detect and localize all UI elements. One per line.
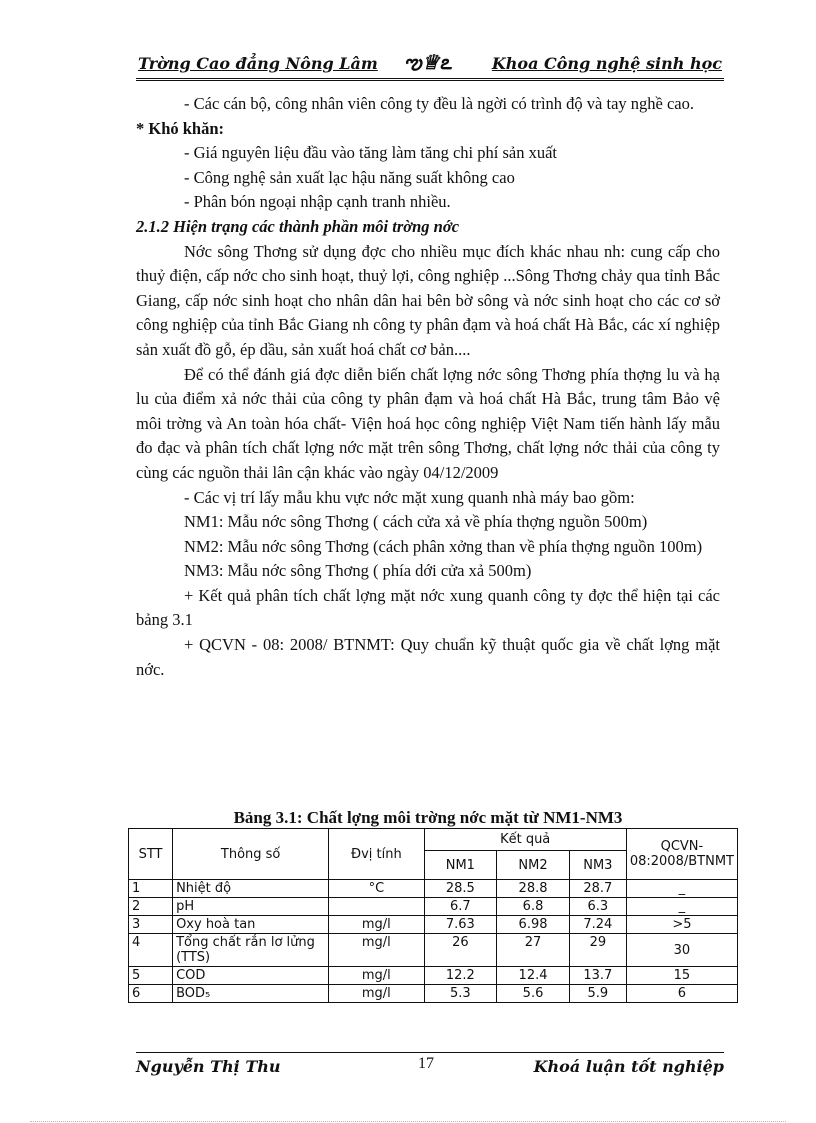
sample-nm3: NM3: Mẫu nớc sông Thơng ( phía dới cửa xả 500m) [184,561,532,581]
difficulty-item: - Phân bón ngoại nhập cạnh tranh nhiều. [184,192,451,212]
sample-nm2: NM2: Mẫu nớc sông Thơng (cách phân xởng than về phía thợng nguồn 100m) [184,536,703,556]
difficulty-item: - Giá nguyên liệu đầu vào tăng làm tăng chi phí sản xuất [184,143,557,163]
table-row: 3 Oxy hoà tan mg/l 7.63 6.98 7.24 >5 [129,916,738,934]
footer-thesis: Khoá luận tốt nghiệp [533,1057,724,1076]
header-parameter: Thông số [173,829,329,880]
section-heading: 2.1.2 Hiện trạng các thành phần môi trờng nớc [136,216,460,236]
footer-author: Nguyễn Thị Thu [136,1057,281,1076]
document-body [136,92,720,682]
table-row: 6 BOD₅ mg/l 5.3 5.6 5.9 6 [129,985,738,1003]
header-logo-icon: ఌ♕ఽ [404,50,452,74]
difficulty-item: - Công nghệ sản xuất lạc hậu năng suất không cao [184,167,515,187]
header-nm1: NM1 [424,851,497,880]
difficulties-heading: * Khó khăn: [136,118,225,138]
header-nm3: NM3 [569,851,626,880]
table-title: Bảng 3.1: Chất lợng môi trờng nớc mặt từ NM1-NM3 [233,808,623,827]
table-row: 1 Nhiệt độ °C 28.5 28.8 28.7 _ [129,880,738,898]
table-row: 2 pH 6.7 6.8 6.3 _ [129,898,738,916]
header-nm2: NM2 [497,851,570,880]
header-results: Kết quả [424,829,626,851]
header-qcvn: QCVN-08:2008/BTNMT [626,829,737,880]
paragraph-assessment: Để có thể đánh giá đợc diễn biến chất lợng nớc sông Thơng phía thợng lu và hạ lu của điểm xả nớc thải của công ty phân đạm và hoá chất Hà Bắc, trung tâm Bảo vệ môi trờng và An toàn hóa chất- Viện hoá học công nghiệp Việt Nam tiến hành lấy mẫu đo đạc và phân tích chất lợng nớc mặt trên sông Thơng, chất lợng nớc thải của công ty cùng các nguồn thải lân cận khác vào ngày 04/12/2009 [136,364,720,482]
bottom-divider [30,1121,786,1122]
paragraph-qcvn: + QCVN - 08: 2008/ BTNMT: Quy chuẩn kỹ thuật quốc gia về chất lợng mặt nớc. [136,635,720,679]
table-row: 4 Tổng chất rắn lơ lửng (TTS) mg/l 26 27 29 30 [129,934,738,967]
water-quality-table [128,828,738,1003]
paragraph-sampling-intro: - Các vị trí lấy mẫu khu vực nớc mặt xung quanh nhà máy bao gồm: [184,487,635,507]
paragraph-river-use: Nớc sông Thơng sử dụng đợc cho nhiều mục đích khác nhau nh: cung cấp cho thuỷ điện, cấp nớc cho sinh hoạt, thuỷ lợi, công nghiệp ...Sông Thơng chảy qua tỉnh Bắc Giang, cấp nớc sinh hoạt cho nhân dân hai bên bờ sông và nớc sinh hoạt cho các cơ sở công nghiệp của tỉnh Bắc Giang nh công ty phân đạm và hoá chất Hà Bắc, các xí nghiệp sản xuất đồ gỗ, ép dầu, sản xuất hoá chất cơ bản.... [136,241,720,359]
header-faculty: Khoa Công nghệ sinh học [491,54,722,73]
paragraph-staff: - Các cán bộ, công nhân viên công ty đều là ngời có trình độ và tay nghề cao. [184,94,694,113]
header-stt: STT [129,829,173,880]
page-number: 17 [418,1055,434,1072]
sample-nm1: NM1: Mẫu nớc sông Thơng ( cách cửa xả về phía thợng nguồn 500m) [184,512,648,532]
paragraph-results: + Kết quả phân tích chất lợng mặt nớc xung quanh công ty đợc thể hiện tại các bảng 3.1 [136,585,720,630]
page-header [136,50,724,81]
page-footer [136,1052,724,1077]
table-row: 5 COD mg/l 12.2 12.4 13.7 15 [129,967,738,985]
header-unit: Đvị tính [329,829,424,880]
header-school: Trờng Cao đẳng Nông Lâm [138,54,378,73]
